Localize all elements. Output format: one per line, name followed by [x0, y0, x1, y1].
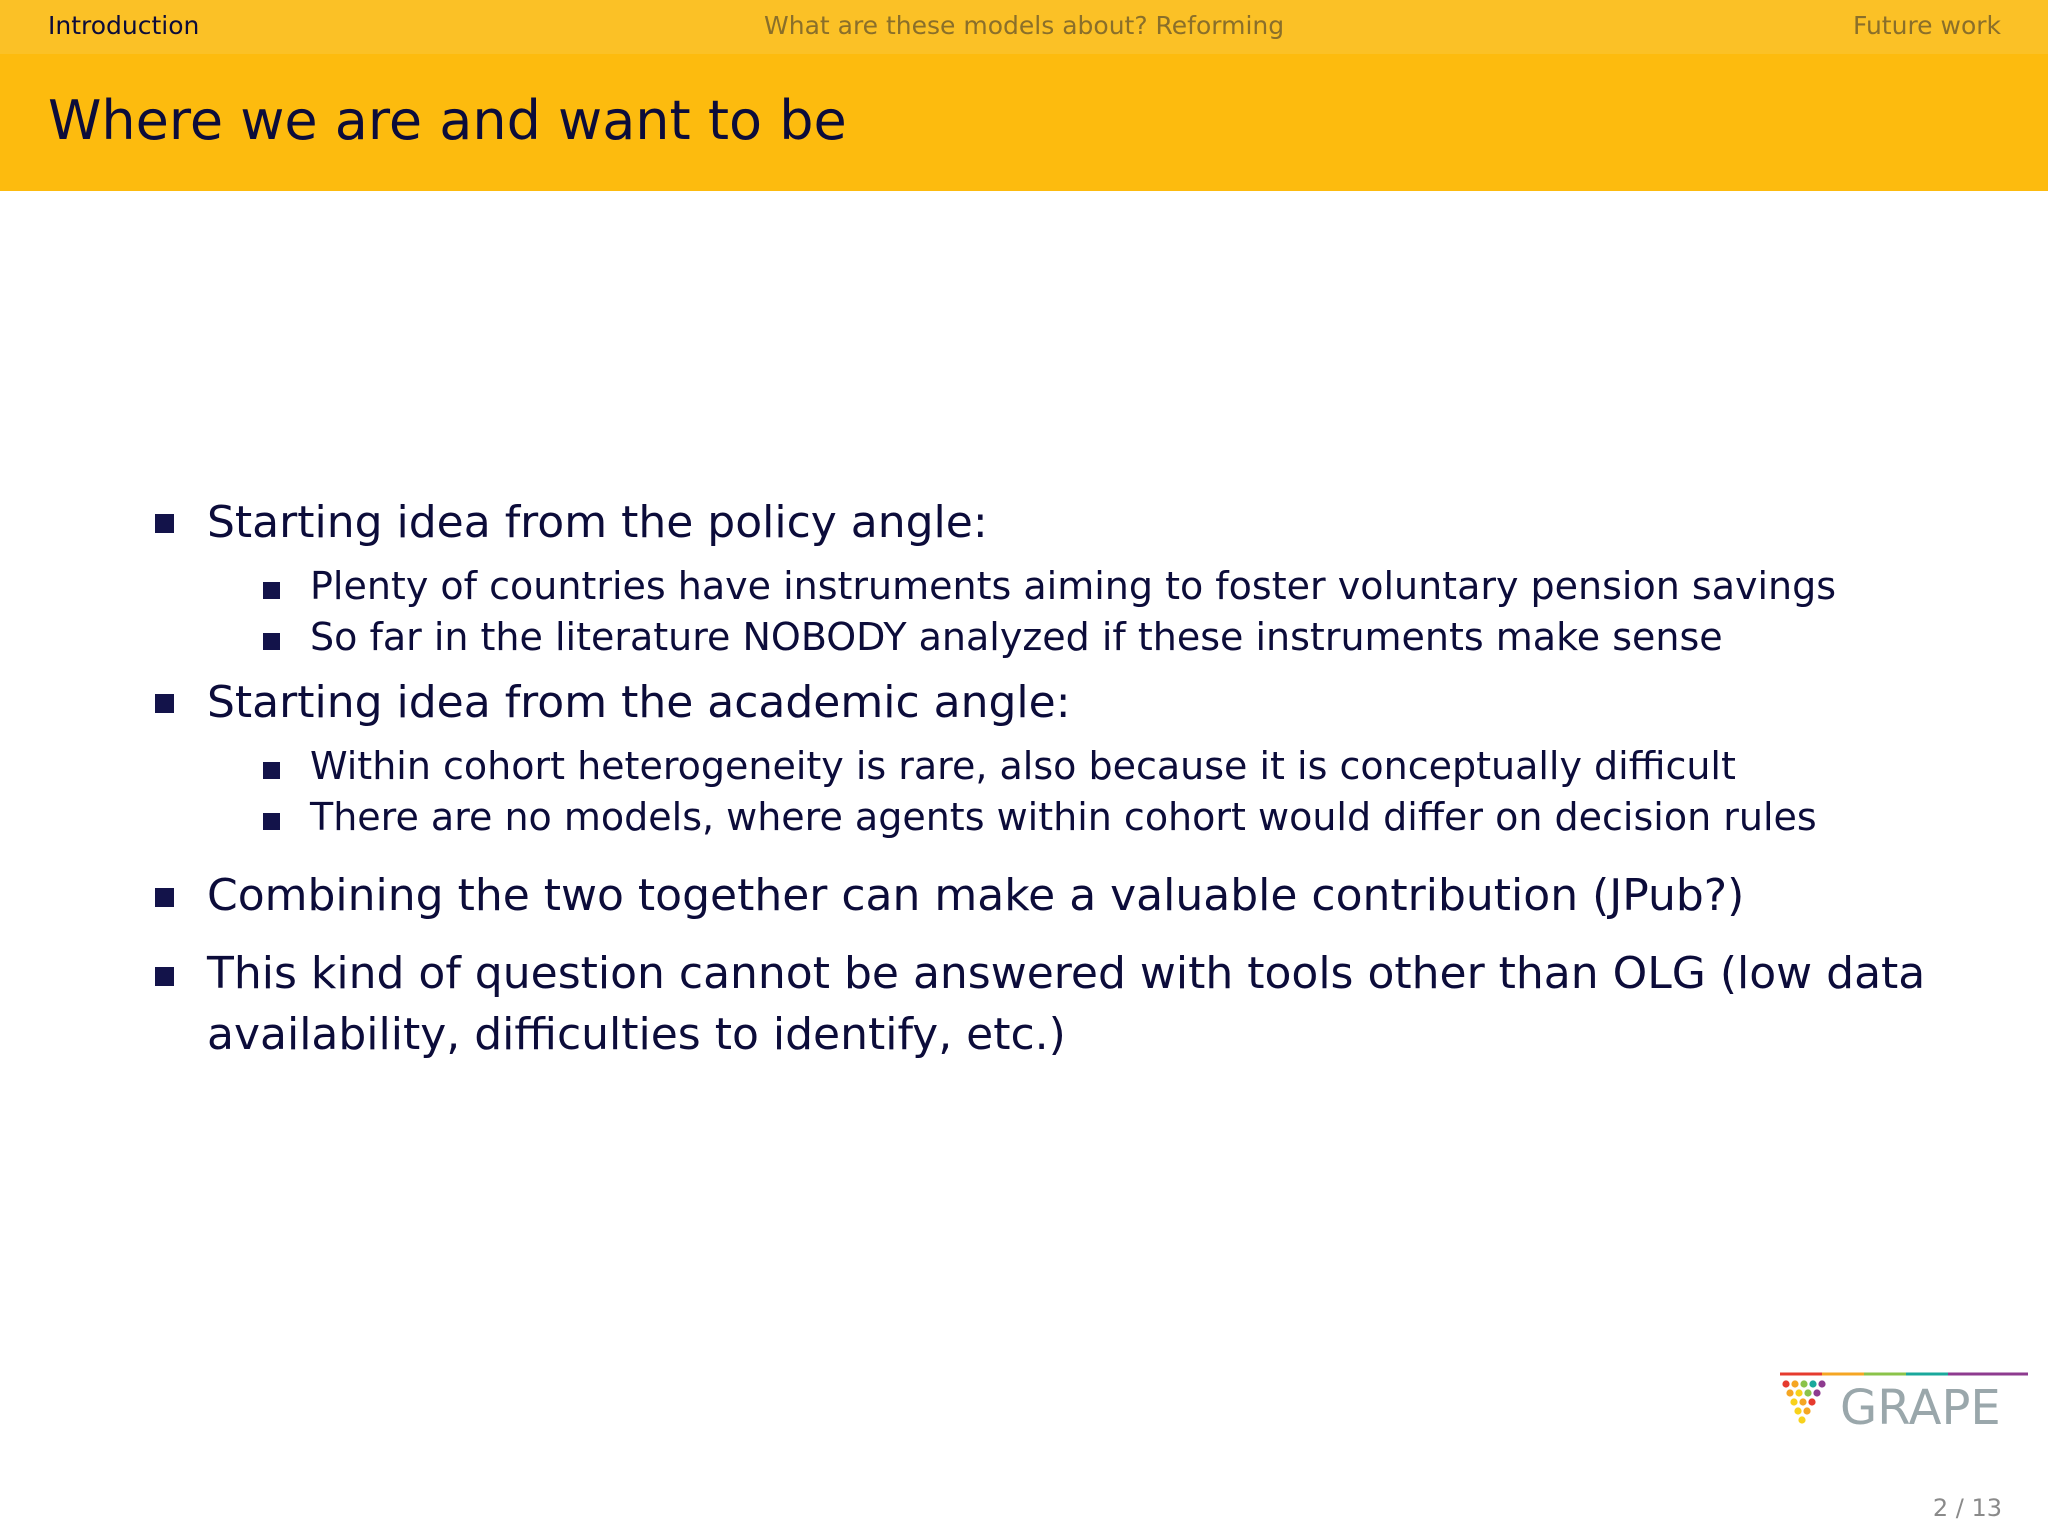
bullet-text: Starting idea from the policy angle: [207, 497, 988, 548]
sub-bullet-text: So far in the literature NOBODY analyzed if these instruments make sense [310, 615, 1723, 659]
sub-bullet-marker [263, 762, 280, 779]
bullet-text: Starting idea from the academic angle: [207, 677, 1071, 728]
bullet-marker [155, 888, 174, 907]
bullet-marker [155, 514, 174, 533]
nav-section-introduction[interactable]: Introduction [48, 11, 200, 40]
sub-bullet-text: There are no models, where agents within cohort would differ on decision rules [310, 795, 1817, 839]
grape-logo [1780, 1372, 2028, 1434]
nav-section-models[interactable]: What are these models about? Reforming [764, 11, 1285, 40]
bullet-text-line-1: This kind of question cannot be answered with tools other than OLG (low data [207, 948, 1926, 999]
bullet-marker [155, 694, 174, 713]
bullet-text: Combining the two together can make a valuable contribution (JPub?) [207, 870, 1745, 921]
bullet-marker [155, 967, 174, 986]
frame-title: Where we are and want to be [48, 89, 847, 152]
bullet-text-line-2: availability, difficulties to identify, etc.) [207, 1009, 1066, 1060]
page-number: 2 / 13 [1932, 1494, 2002, 1522]
sub-bullet-marker [263, 582, 280, 599]
nav-section-future-work[interactable]: Future work [1852, 11, 2001, 40]
sub-bullet-text: Within cohort heterogeneity is rare, also because it is conceptually difficult [310, 744, 1736, 788]
logo-wordmark: GRAPE [1840, 1380, 2001, 1434]
grape-cluster-icon [1782, 1380, 1825, 1423]
sub-bullet-marker [263, 633, 280, 650]
sub-bullet-marker [263, 813, 280, 830]
section-navbar [0, 0, 2048, 54]
frame-title-bar [0, 54, 2048, 191]
sub-bullet-text: Plenty of countries have instruments aiming to foster voluntary pension savings [310, 564, 1837, 608]
